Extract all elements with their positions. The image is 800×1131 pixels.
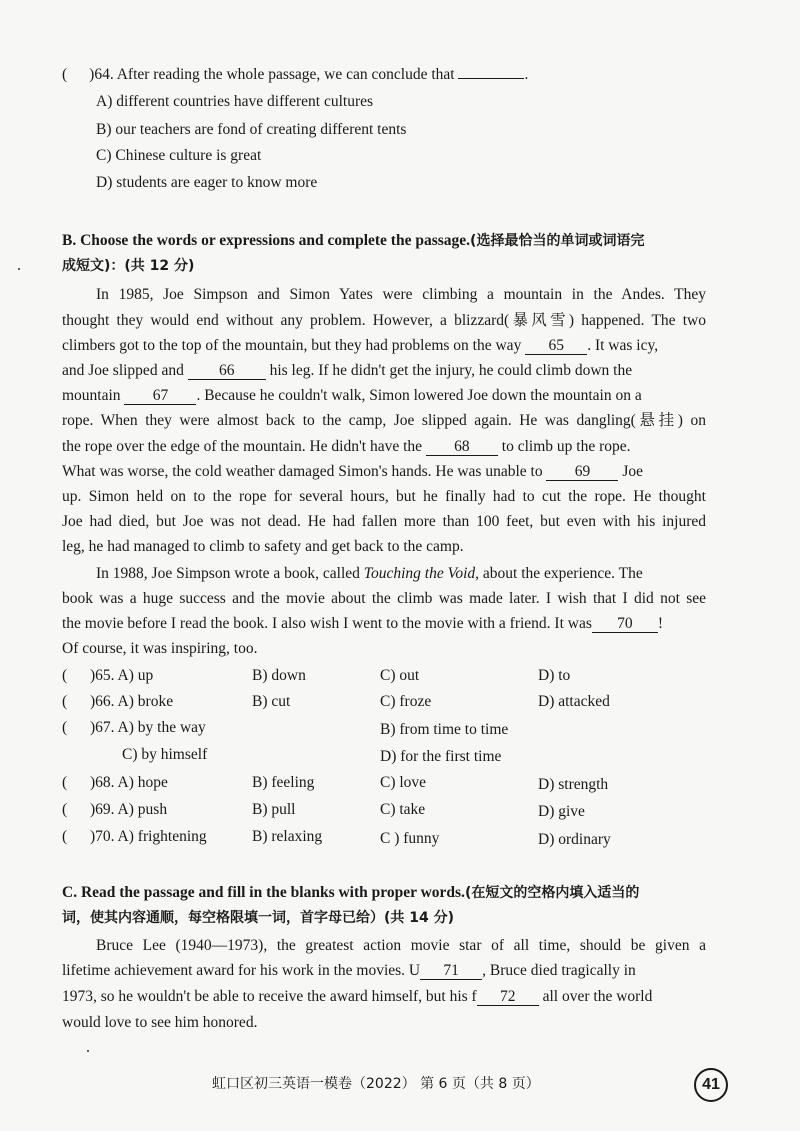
q64-option-b: B) our teachers are fond of creating different tents: [96, 121, 407, 138]
passage-b-line: In 1988, Joe Simpson wrote a book, called Touching the Void, about the experience. The: [96, 565, 643, 582]
page-footer: 虹口区初三英语一模卷（2022） 第 6 页（共 8 页）: [212, 1076, 540, 1092]
answer-paren[interactable]: (: [62, 719, 68, 736]
answer-paren[interactable]: (: [62, 693, 68, 710]
passage-b-line: and Joe slipped and 66 his leg. If he didn't get the injury, he could climb down the: [62, 362, 633, 379]
section-c-heading: C. Read the passage and fill in the blanks with proper words.(在短文的空格内填入适当的: [62, 884, 640, 901]
blank-70[interactable]: 70: [592, 615, 658, 633]
q64-option-c: C) Chinese culture is great: [96, 147, 262, 164]
scan-dot: [87, 1050, 89, 1052]
exam-page: ( )64. After reading the whole passage, we can conclude that . A) different countries have different cultures B) our teachers are fond of creating different tents C) Chinese culture is great D) students are eager to know more B. Choose the words or expressions and complete the passage.(选择最恰当的单词或词语完 成短文)：(共 12 分) In 1985, Joe Simpson and Simon Yates were climbing a mountain in the Andes. They thought they would end without any problem. However, a blizzard(暴风雪) happened. The two climbers got to the top of the mountain, but they had problems on the way 65 . It was icy, and Joe slipped and 66 his leg. If he didn't get the injury, he could climb down the mountain 67 . Because he couldn't walk, Simon lowered Joe down the mountain on a rope. When they were almost back to the camp, Joe slipped again. He was dangling(悬挂) on the rope over the edge of the mountain. He didn't have the 68 to climb up the rope. What was worse, the cold weather damaged Simon's hands. He was unable to 69 Joe up. Simon held on to the rope for several hours, but he finally had to cut the rope. He thought Joe had died, but Joe was not dead. He had fallen more than 100 feet, but even with his injured leg, he had managed to climb to safety and get back to the camp. In 1988, Joe Simpson wrote a book, called Touching the Void, about the experience. The book was a huge success and the movie about the climb was made later. I wish that I did not see the movie before I read the book. I also wish I went to the movie with a friend. It was 70 ! Of course, it was inspiring, too. ( )65. A) up B) down C) out D) to ( )66. A) broke B) cut C) froze D) attacked ( )67. A) by the way B) from time to time C) by himself D) for the first time ( )68. A) hope B) feeling C) love D) strength ( )69. A) push B) pull C) take D) give ( )70. A) frightening B) relaxing C ) funny D) ordinary C. Read the passage and fill in the blanks with proper words.(在短文的空格内填入适当的 词，使其内容通顺，每空格限填一词，首字母已给）(共 14 分) Bruce Lee (1940—1973), the greatest action movie star of all time, should be given a lifetime achievement award for his work in the movies. U 71 , Bruce died tragically in 1973, so he wouldn't be able to receive the award himself, but his f 72 all over the world would love to see him honored. 虹口区初三英语一模卷（2022） 第 6 页（共 8 页） 41: [0, 0, 800, 1131]
book-title: Touching the Void: [363, 565, 476, 582]
blank-72[interactable]: 72: [477, 988, 539, 1006]
passage-c-line: would love to see him honored.: [62, 1014, 258, 1031]
blank-69[interactable]: 69: [546, 463, 618, 481]
section-c-heading-cont: 词，使其内容通顺，每空格限填一词，首字母已给）(共 14 分): [62, 910, 455, 926]
passage-b-line: thought they would end without any problem. However, a blizzard(暴风雪) happened. The two: [62, 312, 706, 329]
answer-paren[interactable]: (: [62, 801, 68, 818]
passage-b-line: Joe had died, but Joe was not dead. He had fallen more than 100 feet, but even with his injured: [62, 513, 706, 530]
answer-paren[interactable]: (: [62, 828, 68, 845]
passage-b-line: rope. When they were almost back to the camp, Joe slipped again. He was dangling(悬挂) on: [62, 412, 706, 429]
passage-b-line: leg, he had managed to climb to safety and get back to the camp.: [62, 538, 464, 555]
passage-b-line: mountain 67 . Because he couldn't walk, Simon lowered Joe down the mountain on a: [62, 387, 642, 404]
answer-paren[interactable]: (: [62, 774, 68, 791]
passage-b-line: In 1985, Joe Simpson and Simon Yates were climbing a mountain in the Andes. They: [96, 286, 706, 303]
blank-65[interactable]: 65: [525, 337, 587, 355]
passage-b-line: book was a huge success and the movie about the climb was made later. I wish that I did not see: [62, 590, 706, 607]
passage-b-line: climbers got to the top of the mountain, but they had problems on the way 65 . It was icy,: [62, 337, 659, 354]
blank-66[interactable]: 66: [188, 362, 266, 380]
passage-b-line: the movie before I read the book. I also wish I went to the movie with a friend. It was 70 !: [62, 615, 664, 632]
passage-c-line: lifetime achievement award for his work in the movies. U 71 , Bruce died tragically in: [62, 962, 636, 979]
q64-answer-blank[interactable]: [458, 78, 524, 79]
section-b-heading-cont: 成短文)：(共 12 分): [62, 258, 195, 274]
blank-68[interactable]: 68: [426, 438, 498, 456]
q64-option-d: D) students are eager to know more: [96, 174, 318, 191]
blank-71[interactable]: 71: [420, 962, 482, 980]
scan-dot: [18, 268, 20, 270]
page-number-badge: 41: [694, 1068, 728, 1102]
passage-b-line: What was worse, the cold weather damaged Simon's hands. He was unable to 69 Joe: [62, 463, 643, 480]
answer-paren[interactable]: (: [62, 667, 68, 684]
q64-option-a: A) different countries have different cultures: [96, 93, 374, 110]
section-b-heading: B. Choose the words or expressions and complete the passage.(选择最恰当的单词或词语完: [62, 232, 645, 249]
passage-c-line: Bruce Lee (1940—1973), the greatest action movie star of all time, should be given a: [96, 937, 706, 954]
passage-c-line: 1973, so he wouldn't be able to receive the award himself, but his f 72 all over the world: [62, 988, 653, 1005]
passage-b-line: Of course, it was inspiring, too.: [62, 640, 258, 657]
q64-stem: ( )64. After reading the whole passage, we can conclude that .: [62, 66, 529, 83]
passage-b-line: the rope over the edge of the mountain. He didn't have the 68 to climb up the rope.: [62, 438, 631, 455]
blank-67[interactable]: 67: [124, 387, 196, 405]
passage-b-line: up. Simon held on to the rope for several hours, but he finally had to cut the rope. He thought: [62, 488, 706, 505]
